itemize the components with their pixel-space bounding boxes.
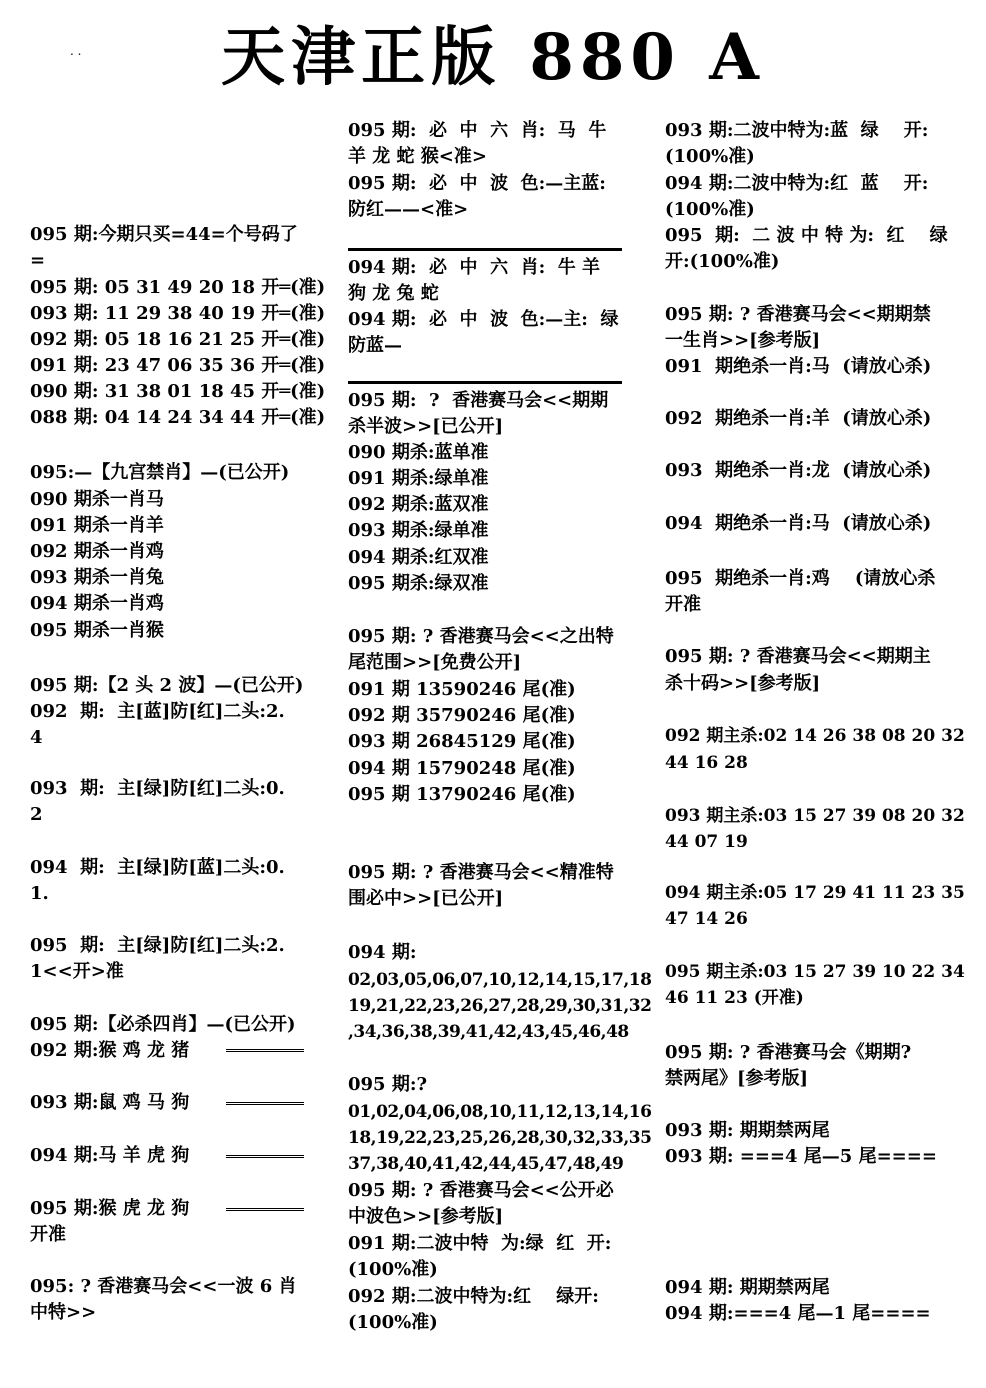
middle-line: 094 期: bbox=[348, 942, 417, 963]
left-line: 090 期: 31 38 01 18 45 开═(准) bbox=[30, 381, 326, 402]
left-line: 开准 bbox=[30, 1224, 66, 1245]
middle-line: 094 期杀:红双准 bbox=[348, 547, 489, 568]
middle-line: 095 期: ? 香港赛马会<<期期 bbox=[348, 390, 609, 411]
middle-line: ,34,36,38,39,41,42,43,45,46,48 bbox=[348, 1022, 629, 1042]
right-line: (100%准) bbox=[665, 199, 755, 220]
middle-line: 095 期:? bbox=[348, 1074, 428, 1095]
double-rule bbox=[226, 1155, 304, 1161]
right-line: (100%准) bbox=[665, 146, 755, 167]
right-line: 091 期绝杀一肖:马 (请放心杀) bbox=[665, 356, 932, 377]
middle-line: 37,38,40,41,42,44,45,47,48,49 bbox=[348, 1154, 624, 1174]
middle-line: 01,02,04,06,08,10,11,12,13,14,16 bbox=[348, 1102, 652, 1122]
middle-line: 防蓝— bbox=[348, 335, 402, 356]
left-line: 092 期: 主[蓝]防[红]二头:2. bbox=[30, 701, 285, 722]
middle-line: 095 期: 必 中 波 色:—主蓝: bbox=[348, 173, 606, 194]
left-line: 094 期杀一肖鸡 bbox=[30, 593, 164, 614]
left-line: 2 bbox=[30, 804, 43, 825]
right-line: 092 期绝杀一肖:羊 (请放心杀) bbox=[665, 408, 932, 429]
right-line: 095 期绝杀一肖:鸡 (请放心杀 bbox=[665, 568, 936, 589]
left-line: 093 期杀一肖兔 bbox=[30, 567, 164, 588]
middle-line: 095 期 13790246 尾(准) bbox=[348, 784, 576, 805]
middle-line: 18,19,22,23,25,26,28,30,32,33,35 bbox=[348, 1128, 652, 1148]
right-line: 095 期: 二 波 中 特 为: 红 绿 bbox=[665, 225, 948, 246]
middle-line: 095 期: ? 香港赛马会<<公开必 bbox=[348, 1180, 614, 1201]
middle-line: 094 期 15790248 尾(准) bbox=[348, 758, 576, 779]
right-line: 094 期:二波中特为:红 蓝 开: bbox=[665, 173, 929, 194]
middle-line: 02,03,05,06,07,10,12,14,15,17,18 bbox=[348, 970, 652, 990]
right-line: 一生肖>>[参考版] bbox=[665, 330, 821, 351]
left-line: 092 期: 05 18 16 21 25 开═(准) bbox=[30, 329, 326, 350]
right-line: 开准 bbox=[665, 594, 701, 615]
left-line: 095 期:今期只买=44=个号码了 bbox=[30, 224, 298, 245]
middle-line: 092 期:二波中特为:红 绿开: bbox=[348, 1286, 599, 1307]
right-line: 094 期: 期期禁两尾 bbox=[665, 1277, 830, 1298]
right-line: 094 期绝杀一肖:马 (请放心杀) bbox=[665, 513, 932, 534]
right-line: 095 期: ? 香港赛马会<<期期禁 bbox=[665, 304, 931, 325]
middle-line: 095 期杀:绿双准 bbox=[348, 573, 489, 594]
middle-line: 095 期: ? 香港赛马会<<精准特 bbox=[348, 862, 614, 883]
right-line: 46 11 23 (开准) bbox=[665, 988, 804, 1008]
middle-line: 防红——<准> bbox=[348, 199, 469, 220]
right-line: 093 期绝杀一肖:龙 (请放心杀) bbox=[665, 460, 932, 481]
middle-line: 围必中>>[已公开] bbox=[348, 888, 504, 909]
right-line: 47 14 26 bbox=[665, 909, 748, 929]
middle-line: 094 期: 必 中 波 色:—主: 绿 bbox=[348, 309, 619, 330]
middle-line: 094 期: 必 中 六 肖: 牛 羊 bbox=[348, 257, 601, 278]
middle-line: 090 期杀:蓝单准 bbox=[348, 442, 489, 463]
right-line: 杀十码>>[参考版] bbox=[665, 673, 821, 694]
left-line: 1. bbox=[30, 883, 49, 904]
left-line: 095 期:【2 头 2 波】—(已公开) bbox=[30, 675, 304, 696]
left-line: 088 期: 04 14 24 34 44 开═(准) bbox=[30, 407, 326, 428]
right-line: 094 期:===4 尾—1 尾==== bbox=[665, 1303, 931, 1324]
middle-line: 093 期 26845129 尾(准) bbox=[348, 731, 576, 752]
page-title: 天津正版 880 A bbox=[221, 20, 765, 95]
left-line: 095 期杀一肖猴 bbox=[30, 620, 164, 641]
middle-line: 091 期杀:绿单准 bbox=[348, 468, 489, 489]
left-line: 095 期:猴 虎 龙 狗 bbox=[30, 1198, 190, 1219]
right-line: 095 期主杀:03 15 27 39 10 22 34 bbox=[665, 962, 965, 982]
middle-line: 19,21,22,23,26,27,28,29,30,31,32 bbox=[348, 996, 652, 1016]
left-line: 094 期:马 羊 虎 狗 bbox=[30, 1145, 190, 1166]
left-line: = bbox=[30, 250, 46, 271]
left-line: 094 期: 主[绿]防[蓝]二头:0. bbox=[30, 857, 285, 878]
left-line: 095 期: 05 31 49 20 18 开═(准) bbox=[30, 277, 326, 298]
middle-line: 093 期杀:绿单准 bbox=[348, 520, 489, 541]
left-line: 095 期:【必杀四肖】—(已公开) bbox=[30, 1014, 296, 1035]
left-line: 090 期杀一肖马 bbox=[30, 489, 164, 510]
middle-line: 095 期: 必 中 六 肖: 马 牛 bbox=[348, 120, 607, 141]
left-line: 1<<开>准 bbox=[30, 961, 124, 982]
middle-line: 095 期: ? 香港赛马会<<之出特 bbox=[348, 626, 614, 647]
right-line: 44 07 19 bbox=[665, 832, 748, 852]
middle-line: 羊 龙 蛇 猴<准> bbox=[348, 146, 487, 167]
middle-line: 091 期:二波中特 为:绿 红 开: bbox=[348, 1233, 612, 1254]
left-line: 095 期: 主[绿]防[红]二头:2. bbox=[30, 935, 285, 956]
middle-line: 092 期 35790246 尾(准) bbox=[348, 705, 576, 726]
middle-line: 狗 龙 兔 蛇 bbox=[348, 283, 439, 304]
left-line: 095:—【九宫禁肖】—(已公开) bbox=[30, 462, 290, 483]
left-line: 093 期:鼠 鸡 马 狗 bbox=[30, 1092, 190, 1113]
left-line: 095: ? 香港赛马会<<一波 6 肖 bbox=[30, 1276, 297, 1297]
right-line: 093 期主杀:03 15 27 39 08 20 32 bbox=[665, 806, 965, 826]
left-line: 093 期: 主[绿]防[红]二头:0. bbox=[30, 778, 285, 799]
right-line: 093 期: 期期禁两尾 bbox=[665, 1120, 830, 1141]
double-rule bbox=[226, 1208, 304, 1214]
right-line: 093 期:二波中特为:蓝 绿 开: bbox=[665, 120, 929, 141]
double-rule bbox=[226, 1049, 304, 1055]
middle-line: 尾范围>>[免费公开] bbox=[348, 652, 522, 673]
left-line: 092 期:猴 鸡 龙 猪 bbox=[30, 1040, 190, 1061]
middle-line: (100%准) bbox=[348, 1259, 438, 1280]
corner-dots: . . bbox=[70, 44, 82, 58]
right-line: 092 期主杀:02 14 26 38 08 20 32 bbox=[665, 726, 965, 746]
right-line: 095 期: ? 香港赛马会《期期? bbox=[665, 1042, 912, 1063]
left-line: 中特>> bbox=[30, 1302, 97, 1323]
right-line: 禁两尾》[参考版] bbox=[665, 1068, 809, 1089]
right-line: 44 16 28 bbox=[665, 753, 748, 773]
double-rule bbox=[226, 1102, 304, 1108]
middle-line: 中波色>>[参考版] bbox=[348, 1206, 504, 1227]
left-line: 4 bbox=[30, 727, 43, 748]
right-line: 094 期主杀:05 17 29 41 11 23 35 bbox=[665, 883, 965, 903]
section-divider bbox=[348, 381, 622, 384]
left-line: 091 期: 23 47 06 35 36 开═(准) bbox=[30, 355, 326, 376]
right-line: 093 期: ===4 尾—5 尾==== bbox=[665, 1146, 937, 1167]
right-line: 开:(100%准) bbox=[665, 251, 780, 272]
middle-line: 092 期杀:蓝双准 bbox=[348, 494, 489, 515]
left-line: 092 期杀一肖鸡 bbox=[30, 541, 164, 562]
left-line: 091 期杀一肖羊 bbox=[30, 515, 164, 536]
middle-line: 091 期 13590246 尾(准) bbox=[348, 679, 576, 700]
section-divider bbox=[348, 248, 622, 251]
left-line: 093 期: 11 29 38 40 19 开═(准) bbox=[30, 303, 326, 324]
middle-line: (100%准) bbox=[348, 1312, 438, 1333]
middle-line: 杀半波>>[已公开] bbox=[348, 416, 504, 437]
right-line: 095 期: ? 香港赛马会<<期期主 bbox=[665, 646, 931, 667]
